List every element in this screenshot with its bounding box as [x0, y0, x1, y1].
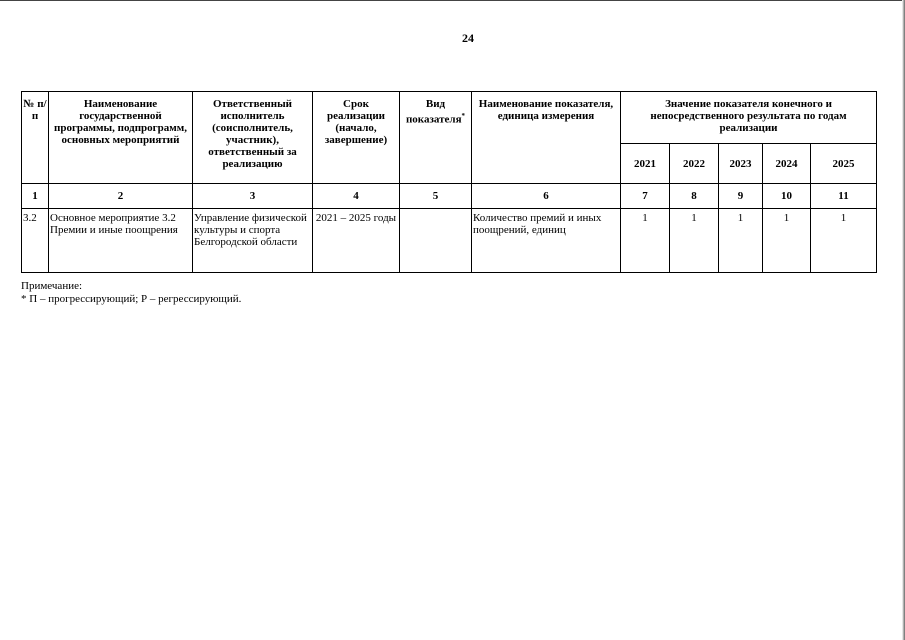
row-indicator-type — [400, 209, 472, 273]
column-number: 4 — [313, 184, 400, 209]
row-value-2025: 1 — [811, 209, 877, 273]
column-number: 9 — [719, 184, 763, 209]
header-year: 2021 — [621, 144, 670, 184]
header-year: 2023 — [719, 144, 763, 184]
column-number: 8 — [670, 184, 719, 209]
header-values-group: Значение показателя конечного и непосредственного результата по годам реализации — [621, 92, 877, 144]
row-executor: Управление физической культуры и спорта Белгородской области — [193, 209, 313, 273]
row-indicator-name: Количество премий и иных поощрений, единиц — [472, 209, 621, 273]
row-program-name: Основное мероприятие 3.2 Премии и иные поощрения — [49, 209, 193, 273]
footnote-mark: * — [461, 112, 466, 120]
header-indicator-type — [400, 92, 472, 184]
header-year: 2022 — [670, 144, 719, 184]
header-term: Срок реализации (начало, завершение) — [313, 92, 400, 184]
indicators-table — [21, 91, 877, 273]
row-num: 3.2 — [22, 209, 49, 273]
row-value-2023: 1 — [719, 209, 763, 273]
header-year: 2025 — [811, 144, 877, 184]
header-indicator-type-label: Вид показателя — [405, 98, 462, 126]
column-number: 7 — [621, 184, 670, 209]
header-num: № п/п — [22, 92, 49, 184]
column-number: 3 — [193, 184, 313, 209]
row-value-2022: 1 — [670, 209, 719, 273]
notes-title: Примечание: — [21, 280, 83, 292]
column-number: 5 — [400, 184, 472, 209]
scan-top-edge — [0, 0, 905, 1]
page-number: 24 — [462, 31, 474, 45]
column-number: 1 — [22, 184, 49, 209]
column-number: 10 — [763, 184, 811, 209]
column-number: 2 — [49, 184, 193, 209]
notes-footnote: * П – прогрессирующий; Р – регрессирующий. — [21, 293, 242, 305]
column-number: 6 — [472, 184, 621, 209]
column-numbers-row — [22, 184, 877, 209]
header-indicator-name: Наименование показателя, единица измерения — [472, 92, 621, 184]
header-executor: Ответственный исполнитель (соисполнитель, участник), ответственный за реализацию — [193, 92, 313, 184]
notes — [21, 280, 241, 306]
row-value-2021: 1 — [621, 209, 670, 273]
header-program-name: Наименование государственной программы, подпрограмм, основных мероприятий — [49, 92, 193, 184]
table-row — [22, 209, 877, 273]
header-year: 2024 — [763, 144, 811, 184]
column-number: 11 — [811, 184, 877, 209]
row-term: 2021 – 2025 годы — [313, 209, 400, 273]
row-value-2024: 1 — [763, 209, 811, 273]
